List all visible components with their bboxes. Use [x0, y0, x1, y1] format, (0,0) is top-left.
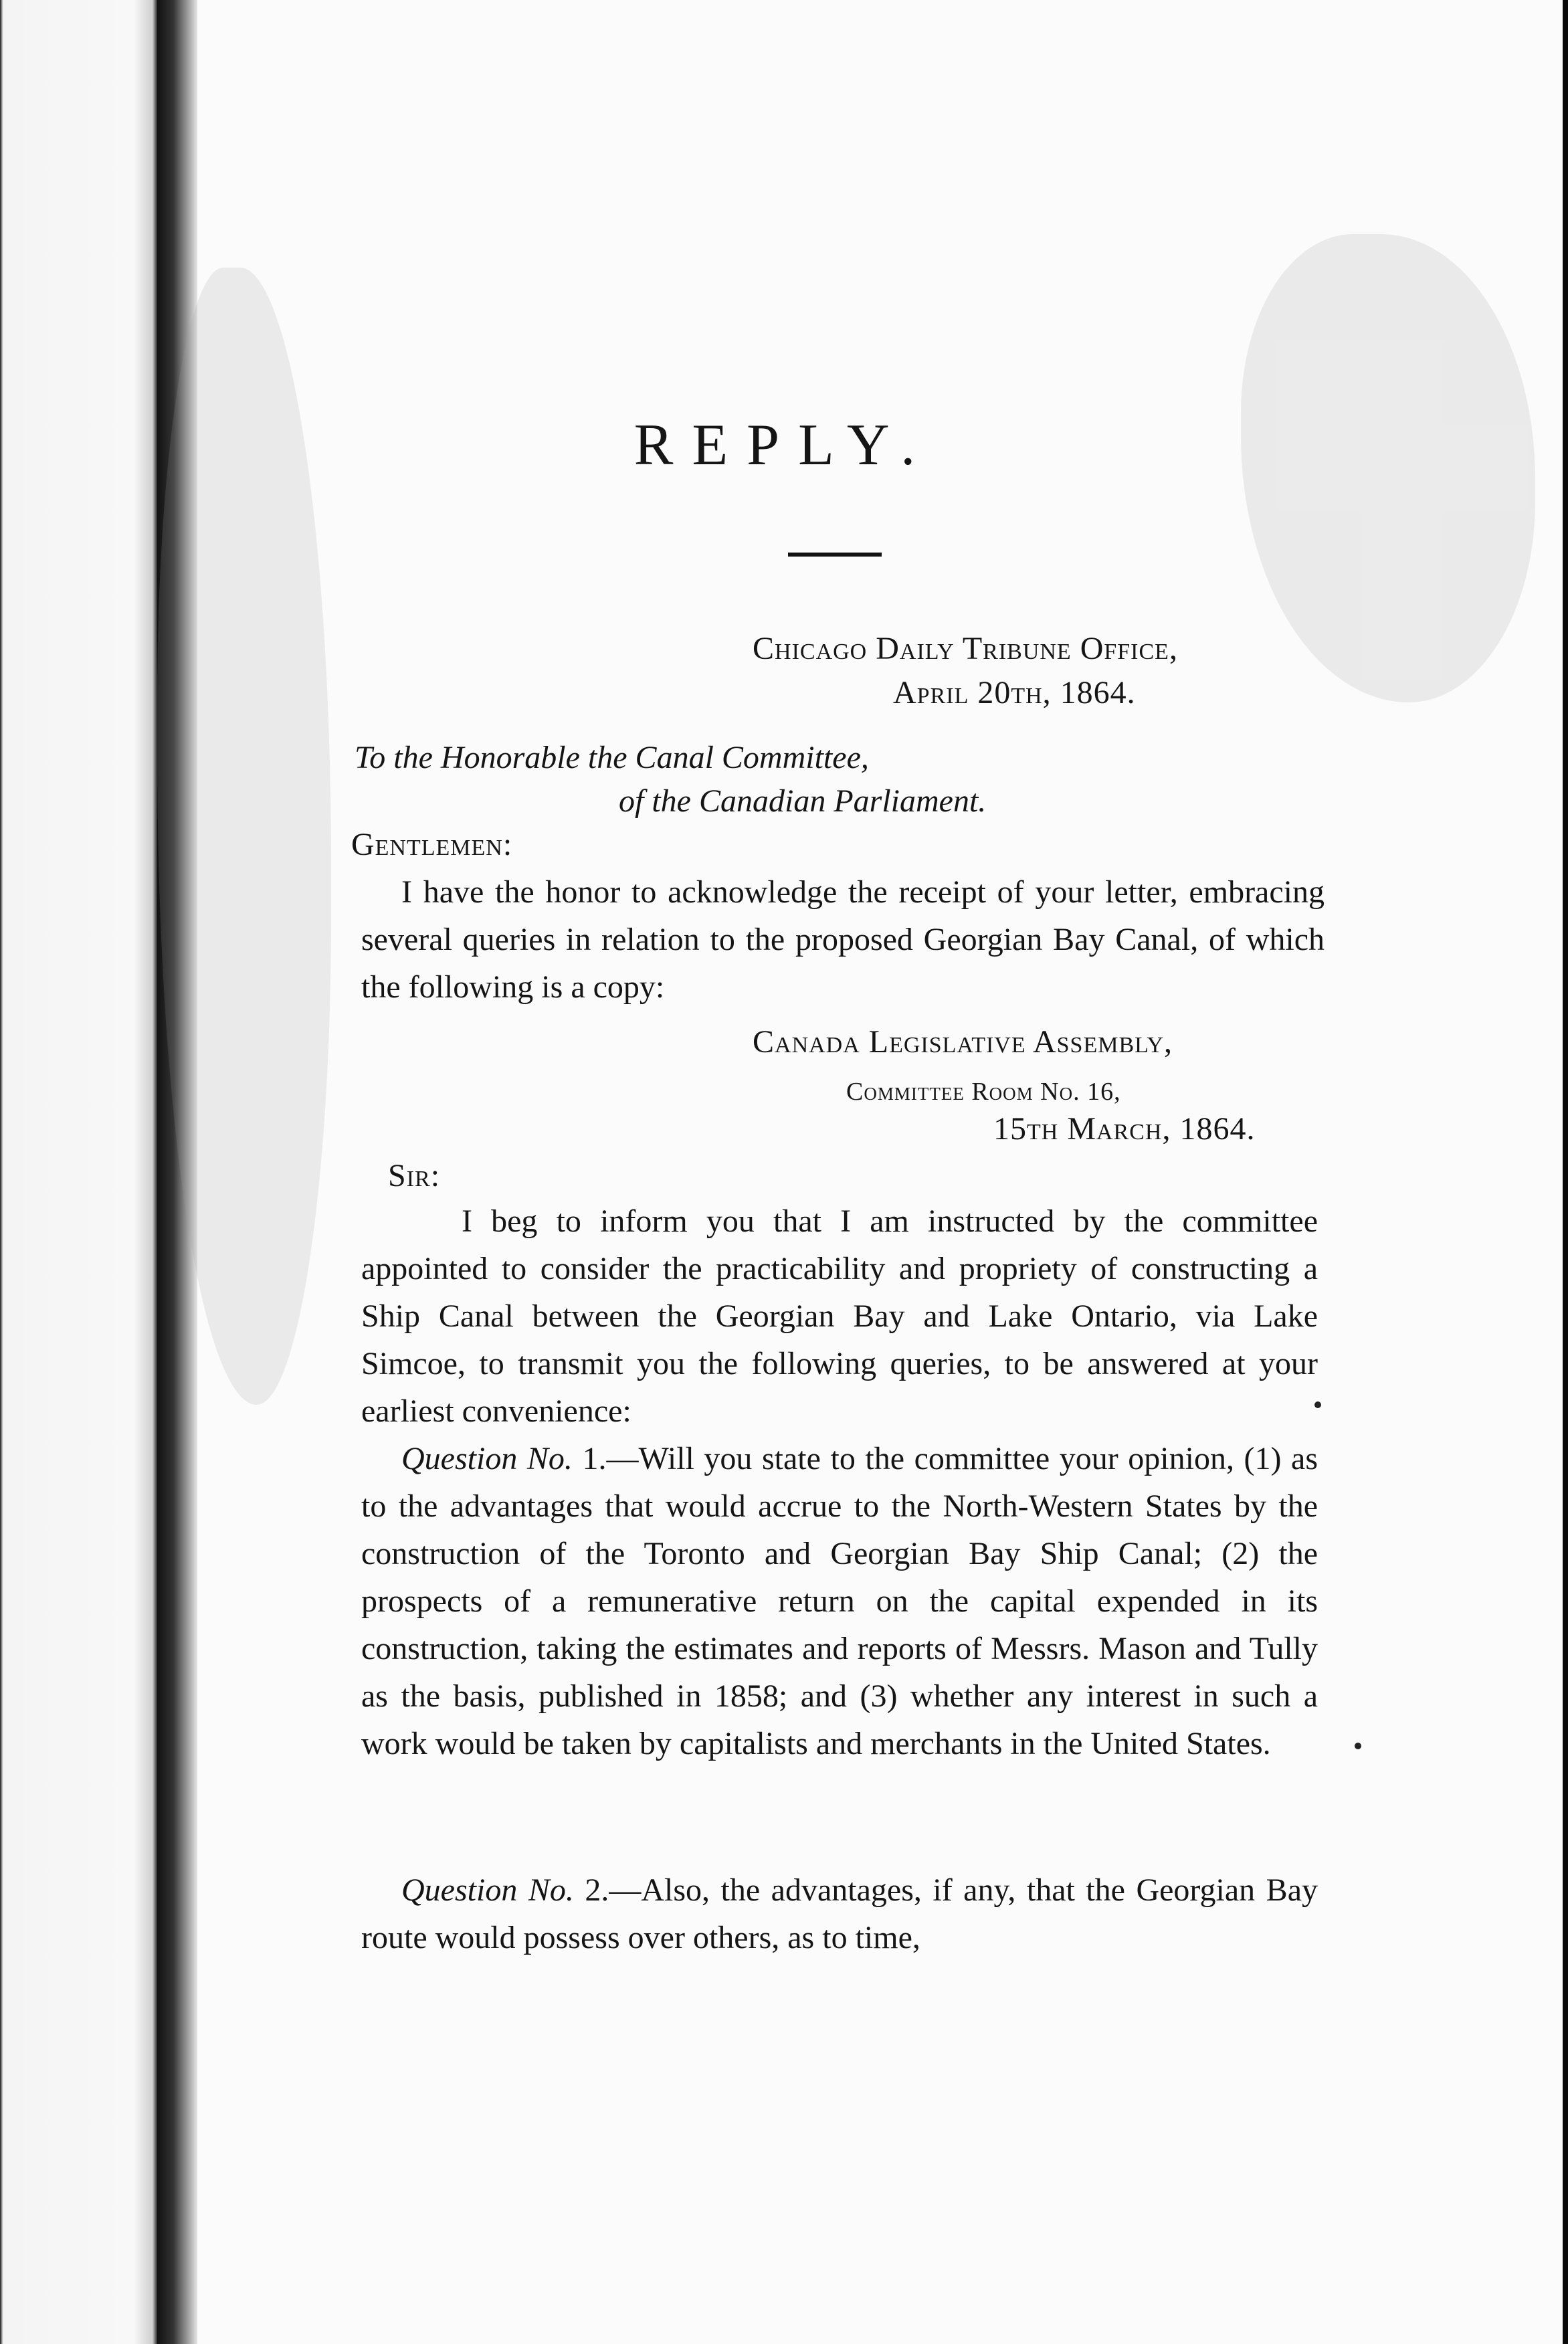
office-line: Chicago Daily Tribune Office,	[753, 631, 1178, 666]
intro-text: I have the honor to acknowledge the receipt of your letter, embracing several queries in relation to the proposed Georgian Bay Canal, of which the following is a copy:	[361, 874, 1325, 1005]
addressee-line-2: of the Canadian Parliament.	[619, 783, 987, 819]
assembly-line: Canada Legislative Assembly,	[753, 1024, 1173, 1060]
date-line: April 20th, 1864.	[893, 675, 1136, 710]
question-1-label: Question No.	[401, 1441, 573, 1476]
question-1-number: 1.	[582, 1441, 607, 1476]
title-rule	[788, 553, 882, 557]
print-speck	[1355, 1743, 1361, 1749]
intro-paragraph	[361, 868, 1325, 1011]
question-2-text: —Also, the advantages, if any, that the Georgian Bay route would possess over others, as to time,	[361, 1872, 1318, 1955]
question-2-number: 2.	[585, 1872, 609, 1908]
scan-border	[1563, 0, 1568, 2344]
addressee-line-1: To the Honorable the Canal Committee,	[355, 740, 869, 775]
quoted-greeting: Sir:	[388, 1158, 441, 1193]
greeting: Gentlemen:	[351, 827, 513, 862]
facing-page-edge	[0, 0, 157, 2344]
question-2	[361, 1866, 1318, 1961]
page-title: REPLY.	[633, 413, 935, 478]
question-1-text: —Will you state to the committee your opinion, (1) as to the advantages that would accrue to the North-Western States by the construction of the Toronto and Georgian Bay Ship Canal; (2) the prospects of a remunerative return on the capital expended in its construction, taking the estimates and reports of Messrs. Mason and Tully as the basis, published in 1858; and (3) whether any interest in such a work would be taken by capitalists and merchants in the United States.	[361, 1441, 1318, 1761]
question-1	[361, 1435, 1318, 1767]
committee-room-line: Committee Room No. 16,	[846, 1078, 1121, 1106]
quoted-date-line: 15th March, 1864.	[993, 1111, 1256, 1147]
question-2-label: Question No.	[401, 1872, 574, 1908]
print-speck	[1314, 1401, 1321, 1408]
quoted-text: I beg to inform you that I am instructed by the committee appointed to consider the practicability and propriety of constructing a Ship Canal between the Georgian Bay and Lake Ontario, via Lake Simcoe, to transmit you the following queries, to be answered at your earliest convenience:	[361, 1203, 1318, 1429]
quoted-paragraph	[361, 1197, 1318, 1435]
